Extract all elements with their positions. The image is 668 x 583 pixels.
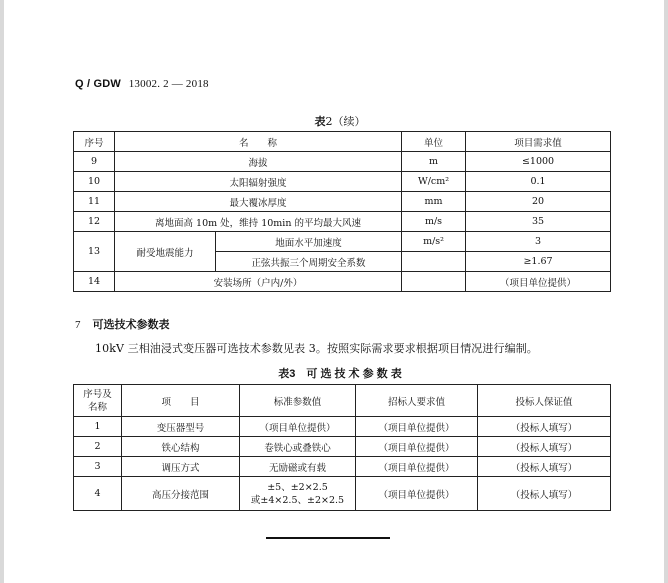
- table-row: [74, 152, 611, 172]
- cell-item: 调压方式: [122, 457, 240, 477]
- page-edge-left: [0, 0, 4, 583]
- cell-unit: m/s: [402, 212, 466, 232]
- cell-subname: 正弦共振三个周期安全系数: [216, 252, 402, 272]
- table-row: [74, 172, 611, 192]
- cell-name: 离地面高 10m 处，维持 10min 的平均最大风速: [115, 212, 402, 232]
- table3: [73, 384, 611, 511]
- document-header: [75, 77, 209, 90]
- cell-no: 1: [74, 417, 122, 437]
- cell-no: 9: [74, 152, 115, 172]
- cell-unit: m/s²: [402, 232, 466, 252]
- header-cell: 项目需求值: [466, 132, 611, 152]
- table-header-row: [74, 385, 611, 417]
- table2-caption: 表2（续）: [314, 115, 366, 128]
- cell-value: 3: [466, 232, 611, 252]
- cell-name: 安装场所（户内/外）: [115, 272, 402, 292]
- section-title: 可选技术参数表: [92, 319, 170, 331]
- header-cell: 名 称: [115, 132, 402, 152]
- table-header-row: [74, 132, 611, 152]
- header-cell: 序号及 名称: [74, 385, 122, 417]
- cell-required: （项目单位提供）: [356, 477, 478, 511]
- header-cell: 序号: [74, 132, 115, 152]
- cell-name: 最大覆冰厚度: [115, 192, 402, 212]
- cell-no: 11: [74, 192, 115, 212]
- cell-value: ≤1000: [466, 152, 611, 172]
- table-row: [74, 437, 611, 457]
- header-cell: 标准参数值: [240, 385, 356, 417]
- section-number: 7: [75, 319, 81, 331]
- table-row: [74, 212, 611, 232]
- cell-unit: mm: [402, 192, 466, 212]
- cell-guaranteed: （投标人填写）: [478, 457, 611, 477]
- body-paragraph: 10kV 三相油浸式变压器可选技术参数见表 3。按照实际需求要求根据项目情况进行编制。: [95, 342, 538, 355]
- cell-value: ≥1.67: [466, 252, 611, 272]
- header-cell: 单位: [402, 132, 466, 152]
- cell-name: 太阳辐射强度: [115, 172, 402, 192]
- cell-standard: 卷铁心或叠铁心: [240, 437, 356, 457]
- cell-standard: ±5、±2×2.5 或±4×2.5、±2×2.5: [240, 477, 356, 511]
- cell-value: （项目单位提供）: [466, 272, 611, 292]
- cell-item: 铁心结构: [122, 437, 240, 457]
- header-cell: 招标人要求值: [356, 385, 478, 417]
- cell-standard: 无励磁或有载: [240, 457, 356, 477]
- header-cell: 投标人保证值: [478, 385, 611, 417]
- table2: [73, 131, 611, 292]
- cell-required: （项目单位提供）: [356, 417, 478, 437]
- standard-code: Q / GDW: [75, 78, 122, 90]
- cell-unit: m: [402, 152, 466, 172]
- table-row: [74, 457, 611, 477]
- cell-guaranteed: （投标人填写）: [478, 417, 611, 437]
- cell-name: 耐受地震能力: [115, 232, 216, 272]
- table-row: [74, 272, 611, 292]
- header-cell: 项 目: [122, 385, 240, 417]
- cell-name: 海拔: [115, 152, 402, 172]
- cell-unit: [402, 252, 466, 272]
- section-heading: [75, 316, 170, 332]
- cell-no: 10: [74, 172, 115, 192]
- cell-no: 4: [74, 477, 122, 511]
- cell-no: 13: [74, 232, 115, 272]
- cell-value: 0.1: [466, 172, 611, 192]
- cell-item: 高压分接范围: [122, 477, 240, 511]
- table-row: [74, 192, 611, 212]
- table3-caption: 表3 可 选 技 术 参 数 表: [278, 368, 402, 380]
- cell-required: （项目单位提供）: [356, 437, 478, 457]
- cell-item: 变压器型号: [122, 417, 240, 437]
- cell-required: （项目单位提供）: [356, 457, 478, 477]
- cell-no: 14: [74, 272, 115, 292]
- cell-no: 2: [74, 437, 122, 457]
- standard-number: 13002. 2 — 2018: [128, 78, 209, 90]
- cell-no: 3: [74, 457, 122, 477]
- cell-value: 20: [466, 192, 611, 212]
- cell-guaranteed: （投标人填写）: [478, 437, 611, 457]
- cell-unit: [402, 272, 466, 292]
- end-rule: [266, 537, 390, 539]
- cell-standard: （项目单位提供）: [240, 417, 356, 437]
- table-row: [74, 417, 611, 437]
- cell-no: 12: [74, 212, 115, 232]
- table-row: [74, 477, 611, 511]
- cell-value: 35: [466, 212, 611, 232]
- cell-guaranteed: （投标人填写）: [478, 477, 611, 511]
- cell-unit: W/cm²: [402, 172, 466, 192]
- cell-subname: 地面水平加速度: [216, 232, 402, 252]
- table-row: [74, 232, 611, 252]
- page-edge-right: [664, 0, 668, 583]
